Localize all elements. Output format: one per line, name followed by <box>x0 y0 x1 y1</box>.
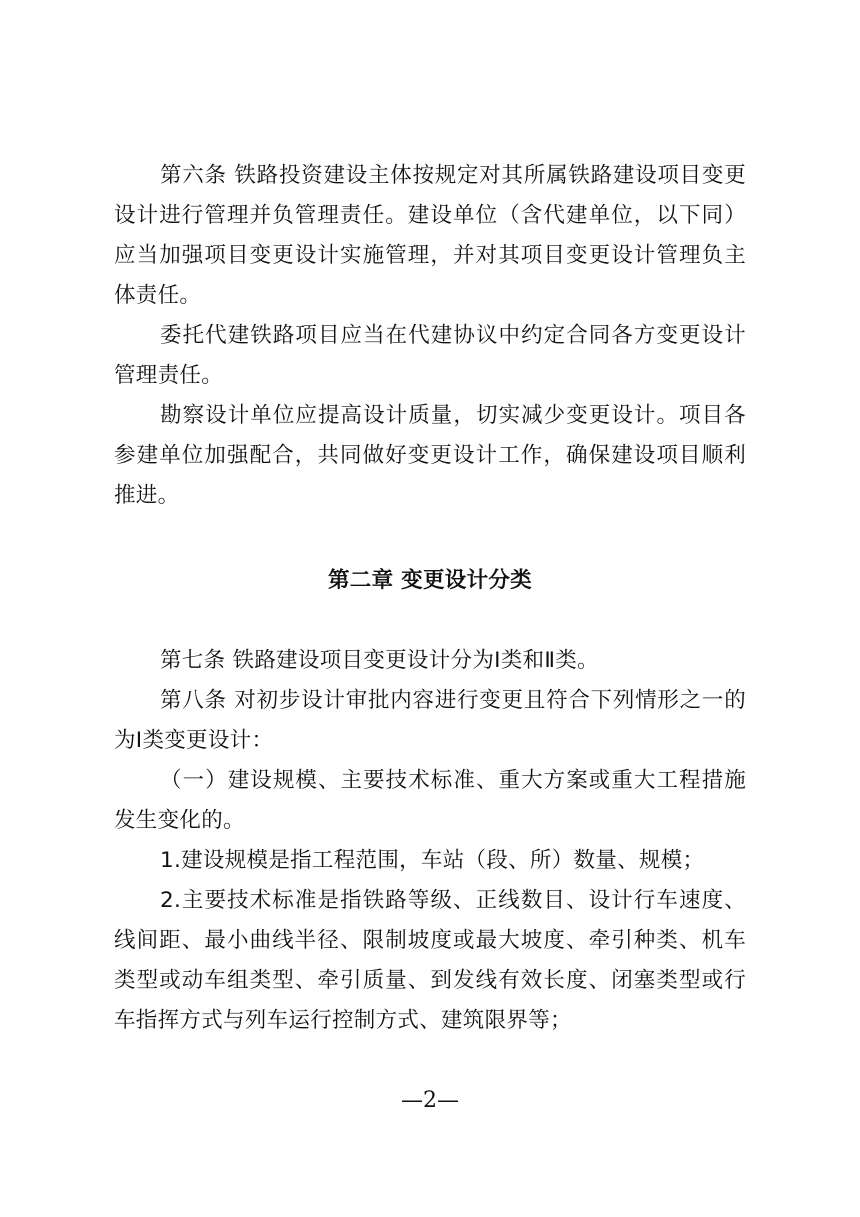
section-article-7-8 <box>114 641 746 1041</box>
paragraph-agent-construction: 委托代建铁路项目应当在代建协议中约定合同各方变更设计管理责任。 <box>114 323 746 388</box>
paragraph-survey-design: 勘察设计单位应提高设计质量，切实减少变更设计。项目各参建单位加强配合，共同做好变更设计工作，确保建设项目顺利推进。 <box>114 403 746 508</box>
paragraph-article-7: 第七条 铁路建设项目变更设计分为Ⅰ类和Ⅱ类。 <box>160 648 599 673</box>
section-article-6 <box>114 156 746 516</box>
paragraph-item-1: （一）建设规模、主要技术标准、重大方案或重大工程措施发生变化的。 <box>114 768 746 833</box>
paragraph-subitem-1: 1.建设规模是指工程范围，车站（段、所）数量、规模； <box>160 848 705 873</box>
paragraph-subitem-2: 2.主要技术标准是指铁路等级、正线数目、设计行车速度、线间距、最小曲线半径、限制坡度或最大坡度、牵引种类、机车类型或动车组类型、牵引质量、到发线有效长度、闭塞类型或行车指挥方式与列车运行控制方式、建筑限界等； <box>114 888 746 1033</box>
paragraph-article-6: 第六条 铁路投资建设主体按规定对其所属铁路建设项目变更设计进行管理并负管理责任。建设单位（含代建单位，以下同）应当加强项目变更设计实施管理，并对其项目变更设计管理负主体责任。 <box>114 163 746 308</box>
page-number: —2— <box>401 1088 459 1113</box>
paragraph-article-8: 第八条 对初步设计审批内容进行变更且符合下列情形之一的为Ⅰ类变更设计： <box>114 688 746 753</box>
chapter-title: 第二章 变更设计分类 <box>328 568 532 593</box>
